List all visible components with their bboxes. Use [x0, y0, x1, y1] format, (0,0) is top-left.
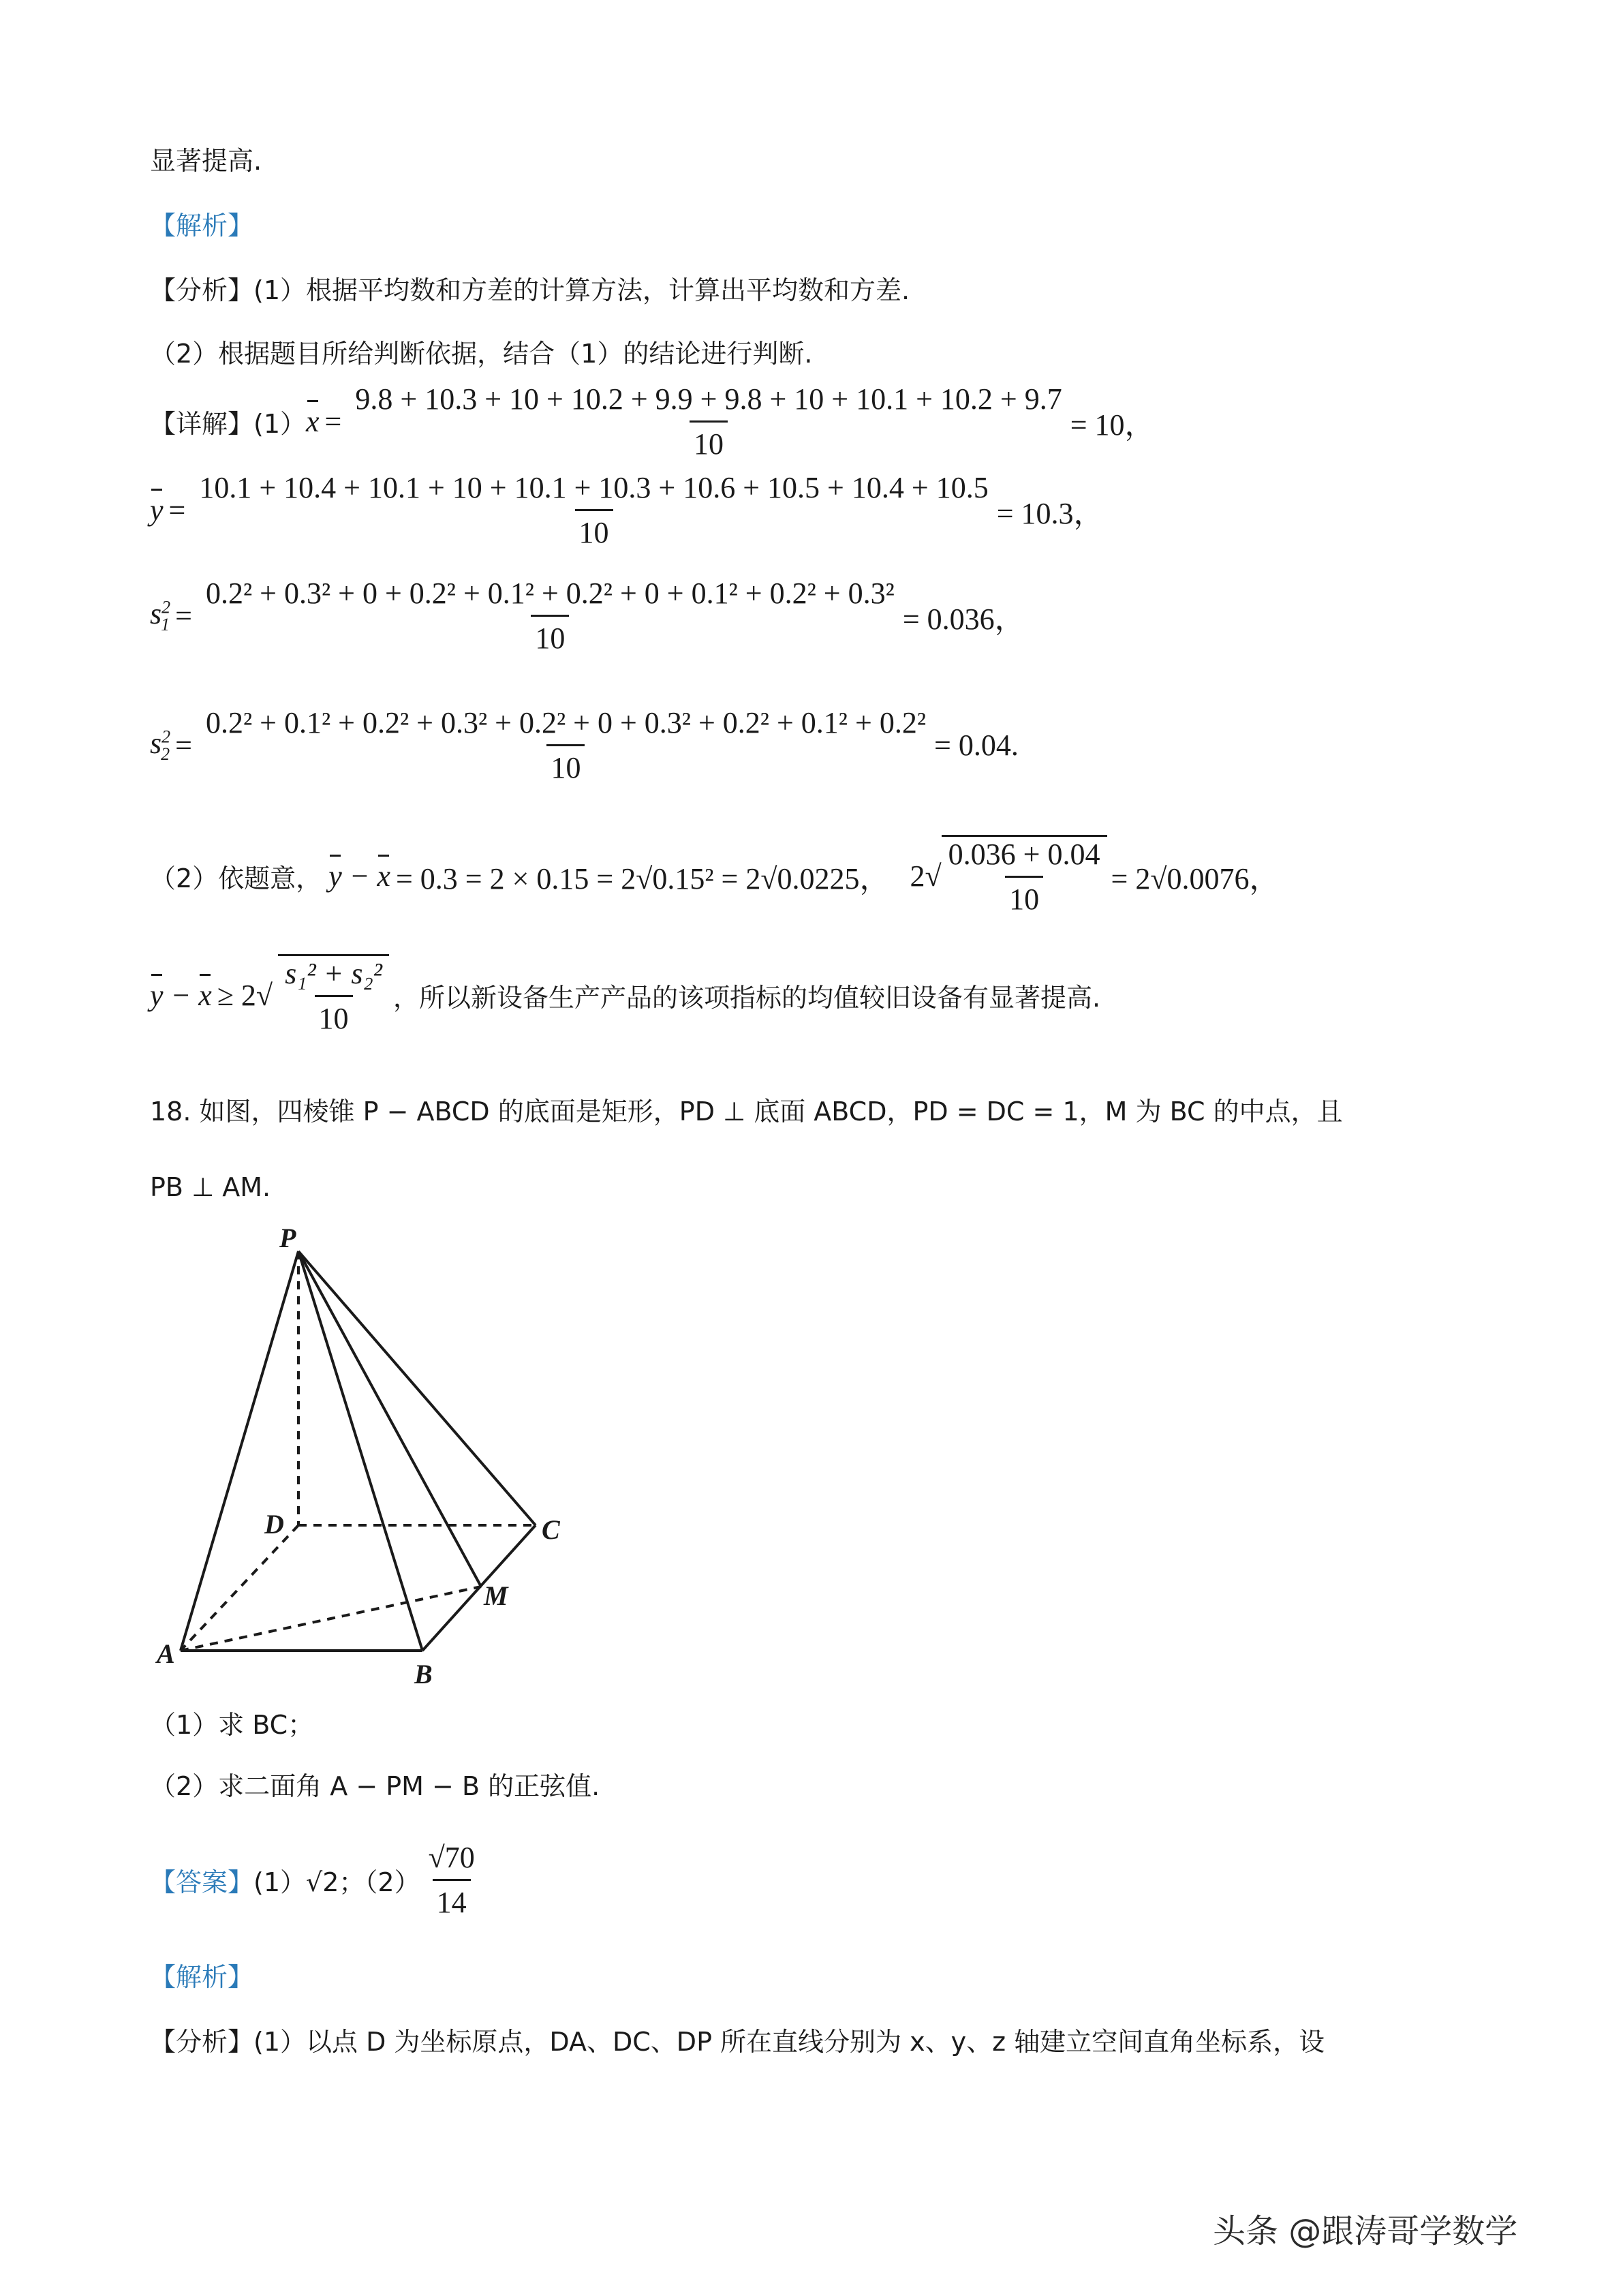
- part2-line: [150, 835, 1279, 917]
- xbar-fraction: [351, 382, 1066, 461]
- xbar-numerator: 9.8 + 10.3 + 10 + 10.2 + 9.9 + 9.8 + 10 + 10.1 + 10.2 + 9.7: [355, 382, 1062, 416]
- part2-sqrt-fraction: [942, 835, 1107, 917]
- sub-question-2: （2）求二面角 A − PM − B 的正弦值.: [150, 1771, 600, 1801]
- edge-pc: [298, 1251, 536, 1525]
- xbar-denominator: 10: [690, 420, 728, 461]
- answer-line: [150, 1840, 483, 1920]
- part2-sqrt-denominator: 10: [1005, 876, 1043, 917]
- answer-label: 【答案】: [150, 1867, 254, 1897]
- ybar-minus-xbar: y − x: [328, 859, 390, 893]
- formula-s2: [150, 705, 1019, 785]
- edge-am-dashed: [181, 1587, 481, 1651]
- label-c: C: [542, 1514, 560, 1545]
- label-m: M: [484, 1580, 508, 1611]
- two-coef: 2√: [910, 859, 942, 893]
- conclusion-line: [150, 954, 1100, 1036]
- geq-two: ≥ 2√: [217, 978, 273, 1012]
- s2-symbol: $s^2_2$: [150, 726, 171, 764]
- label-p: P: [279, 1227, 296, 1253]
- conclusion-sqrt-fraction: [278, 954, 389, 1036]
- label-d: D: [264, 1509, 284, 1540]
- s2-fraction: [202, 705, 930, 785]
- xbar-result: = 10，: [1070, 408, 1155, 442]
- s1-fraction: [202, 576, 899, 656]
- equals-sign: =: [168, 493, 186, 527]
- formula-ybar: [150, 470, 1104, 550]
- text-line: 显著提高.: [150, 146, 262, 176]
- part2-label: （2）依题意，: [150, 863, 322, 893]
- ybar-symbol: y: [150, 493, 164, 527]
- s1-symbol: $s^2_1$: [150, 597, 171, 634]
- part2-sqrt-numerator: 0.036 + 0.04: [948, 838, 1100, 871]
- pyramid-figure: [150, 1227, 627, 1697]
- analysis-2-line: 【分析】(1）以点 D 为坐标原点，DA、DC、DP 所在直线分别为 x、y、z 轴建立空间直角坐标系，设: [150, 2027, 1325, 2057]
- equals-sign: =: [175, 599, 192, 632]
- label-b: B: [414, 1659, 433, 1689]
- part2-expr: = 0.3 = 2 × 0.15 = 2√0.15² = 2√0.0225，: [395, 862, 890, 896]
- formula-xbar: [150, 382, 1155, 461]
- xbar-symbol: x: [306, 405, 320, 438]
- section-label-jiexi-2: 【解析】: [150, 1962, 254, 1992]
- conclusion-numerator: s₁² + s₂²: [285, 957, 382, 990]
- watermark: 头条 @跟涛哥学数学: [1213, 2212, 1518, 2250]
- edge-pb: [298, 1251, 422, 1651]
- equals-sign: =: [324, 405, 342, 438]
- s1-denominator: 10: [531, 615, 569, 656]
- s1-result: = 0.036，: [902, 602, 1025, 636]
- ybar-result: = 10.3，: [996, 496, 1104, 530]
- formula-s1: [150, 576, 1025, 656]
- ybar-denominator: 10: [575, 509, 613, 550]
- answer-numerator: √70: [428, 1841, 475, 1874]
- s1-numerator: 0.2² + 0.3² + 0 + 0.2² + 0.1² + 0.2² + 0 + 0.1² + 0.2² + 0.3²: [205, 577, 895, 610]
- conclusion-text: ，所以新设备生产产品的该项指标的均值较旧设备有显著提高.: [392, 982, 1101, 1013]
- s2-result: = 0.04.: [934, 729, 1019, 762]
- edge-pm: [298, 1251, 481, 1587]
- sub-question-1: （1）求 BC；: [150, 1710, 314, 1740]
- s2-numerator: 0.2² + 0.1² + 0.2² + 0.3² + 0.2² + 0 + 0.3² + 0.2² + 0.1² + 0.2²: [205, 706, 927, 739]
- answer-fraction: [424, 1840, 479, 1920]
- question-18-line-1: 18. 如图，四棱锥 P − ABCD 的底面是矩形，PD ⊥ 底面 ABCD，PD = DC = 1，M 为 BC 的中点，且: [150, 1097, 1343, 1127]
- part2-expr2-result: = 2√0.0076，: [1111, 862, 1280, 896]
- section-label-jiexi: 【解析】: [150, 211, 254, 241]
- analysis-line-2: （2）根据题目所给判断依据，结合（1）的结论进行判断.: [150, 339, 813, 369]
- question-18-line-2: PB ⊥ AM.: [150, 1172, 271, 1202]
- ybar-numerator: 10.1 + 10.4 + 10.1 + 10 + 10.1 + 10.3 + 10.6 + 10.5 + 10.4 + 10.5: [199, 471, 989, 504]
- ybar-fraction: [195, 470, 992, 550]
- label-a: A: [157, 1638, 175, 1669]
- ybar-minus-xbar-2: y − x: [150, 978, 212, 1012]
- analysis-line-1: 【分析】(1）根据平均数和方差的计算方法，计算出平均数和方差.: [150, 275, 910, 305]
- detail-label: 【详解】(1）: [150, 409, 307, 439]
- edge-pa: [181, 1251, 298, 1651]
- equals-sign: =: [175, 729, 192, 762]
- answer-denominator: 14: [433, 1879, 471, 1920]
- s2-denominator: 10: [546, 744, 585, 785]
- conclusion-denominator: 10: [315, 995, 353, 1036]
- answer-part-1: (1）√2；（2）: [253, 1867, 420, 1897]
